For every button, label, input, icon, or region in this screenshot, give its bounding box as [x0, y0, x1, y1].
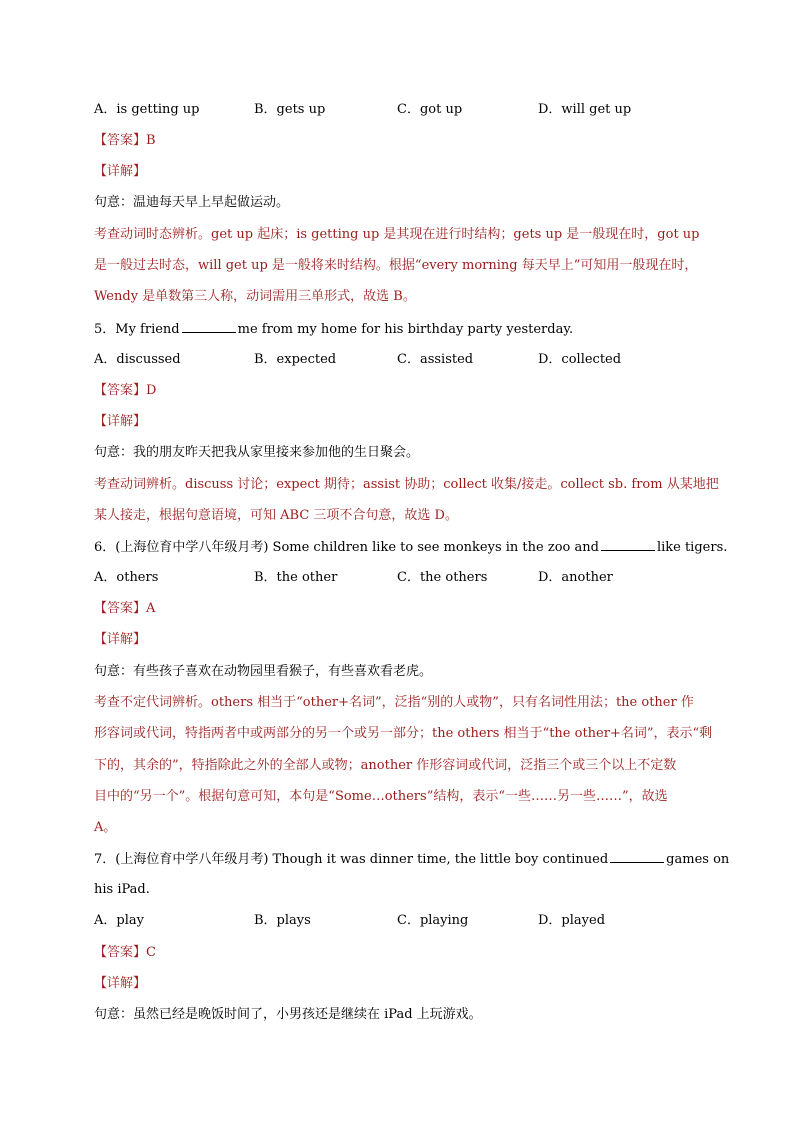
q5-stem	[94, 320, 706, 339]
q7-stem-line2: his iPad.	[94, 882, 150, 897]
q7-option-d: D．played	[538, 913, 606, 928]
q5-analysis-line: 考查动词辨析。discuss 讨论；expect 期待；assist 协助；collect 收集/接走。collect sb. from 从某地把	[94, 477, 719, 492]
q6-analysis-line: 考查不定代词辨析。others 相当于“other+名词”，泛指“别的人或物”，只有名词性用法；the other 作	[94, 695, 694, 710]
q6-option-c: C．the others	[397, 570, 488, 585]
q6-stem	[94, 538, 728, 557]
q7-stem-before: 7．(上海位育中学八年级月考) Though it was dinner time, the little boy continued	[94, 852, 609, 867]
q5-stem-before: 5．My friend	[94, 322, 180, 337]
q6-option-b: B．the other	[254, 570, 338, 585]
q7-explain-label: 【详解】	[94, 976, 147, 991]
q5-stem-after: me from my home for his birthday party yesterday.	[237, 322, 574, 337]
q6-stem-after: like tigers.	[656, 540, 728, 555]
q4-analysis-line: Wendy 是单数第三人称，动词需用三单形式，故选 B。	[94, 289, 416, 304]
q6-blank	[601, 538, 655, 551]
q7-option-c: C．playing	[397, 913, 469, 928]
q5-option-d: D．collected	[538, 352, 622, 367]
q6-answer: 【答案】A	[94, 601, 156, 616]
q4-option-c: C．got up	[397, 102, 463, 117]
q4-analysis-line: 是一般过去时态，will get up 是一般将来时结构。根据“every morning 每天早上”可知用一般现在时，	[94, 258, 698, 273]
q7-option-b: B．plays	[254, 913, 311, 928]
q5-explain-label: 【详解】	[94, 414, 147, 429]
q7-answer: 【答案】C	[94, 945, 156, 960]
q5-answer: 【答案】D	[94, 383, 157, 398]
q4-analysis-line: 考查动词时态辨析。get up 起床；is getting up 是其现在进行时结构；gets up 是一般现在时，got up	[94, 227, 700, 242]
q4-explain-label: 【详解】	[94, 164, 147, 179]
q5-option-b: B．expected	[254, 352, 337, 367]
q6-explain-label: 【详解】	[94, 632, 147, 647]
q6-analysis-line: 目中的“另一个”。根据句意可知，本句是“Some…others”结构，表示“一些……另一些……”，故选	[94, 789, 668, 804]
q4-option-d: D．will get up	[538, 102, 632, 117]
q5-analysis-line: 某人接走，根据句意语境，可知 ABC 三项不合句意，故选 D。	[94, 508, 458, 523]
q7-option-a: A．play	[94, 913, 144, 928]
q6-option-a: A．others	[94, 570, 159, 585]
q6-analysis-line: 下的，其余的”，特指除此之外的全部人或物；another 作形容词或代词，泛指三个或三个以上不定数	[94, 758, 677, 773]
q7-blank	[610, 850, 664, 863]
q5-meaning: 句意：我的朋友昨天把我从家里接来参加他的生日聚会。	[94, 445, 420, 460]
q4-meaning: 句意：温迪每天早上早起做运动。	[94, 195, 290, 210]
q6-analysis-line: 形容词或代词，特指两者中或两部分的另一个或另一部分；the others 相当于“the other+名词”，表示“剩	[94, 726, 713, 741]
q5-option-a: A．discussed	[94, 352, 181, 367]
q7-meaning: 句意：虽然已经是晚饭时间了，小男孩还是继续在 iPad 上玩游戏。	[94, 1007, 482, 1022]
q4-option-b: B．gets up	[254, 102, 326, 117]
q7-stem-after: games on	[666, 852, 730, 867]
q6-analysis-line: A。	[94, 820, 117, 835]
q6-meaning: 句意：有些孩子喜欢在动物园里看猴子，有些喜欢看老虎。	[94, 664, 433, 679]
q7-stem	[94, 850, 730, 869]
q5-option-c: C．assisted	[397, 352, 474, 367]
q5-blank	[182, 320, 236, 333]
q4-option-a: A．is getting up	[94, 102, 200, 117]
q6-option-d: D．another	[538, 570, 613, 585]
q4-answer: 【答案】B	[94, 133, 156, 148]
q6-stem-before: 6．(上海位育中学八年级月考) Some children like to see monkeys in the zoo and	[94, 540, 599, 555]
